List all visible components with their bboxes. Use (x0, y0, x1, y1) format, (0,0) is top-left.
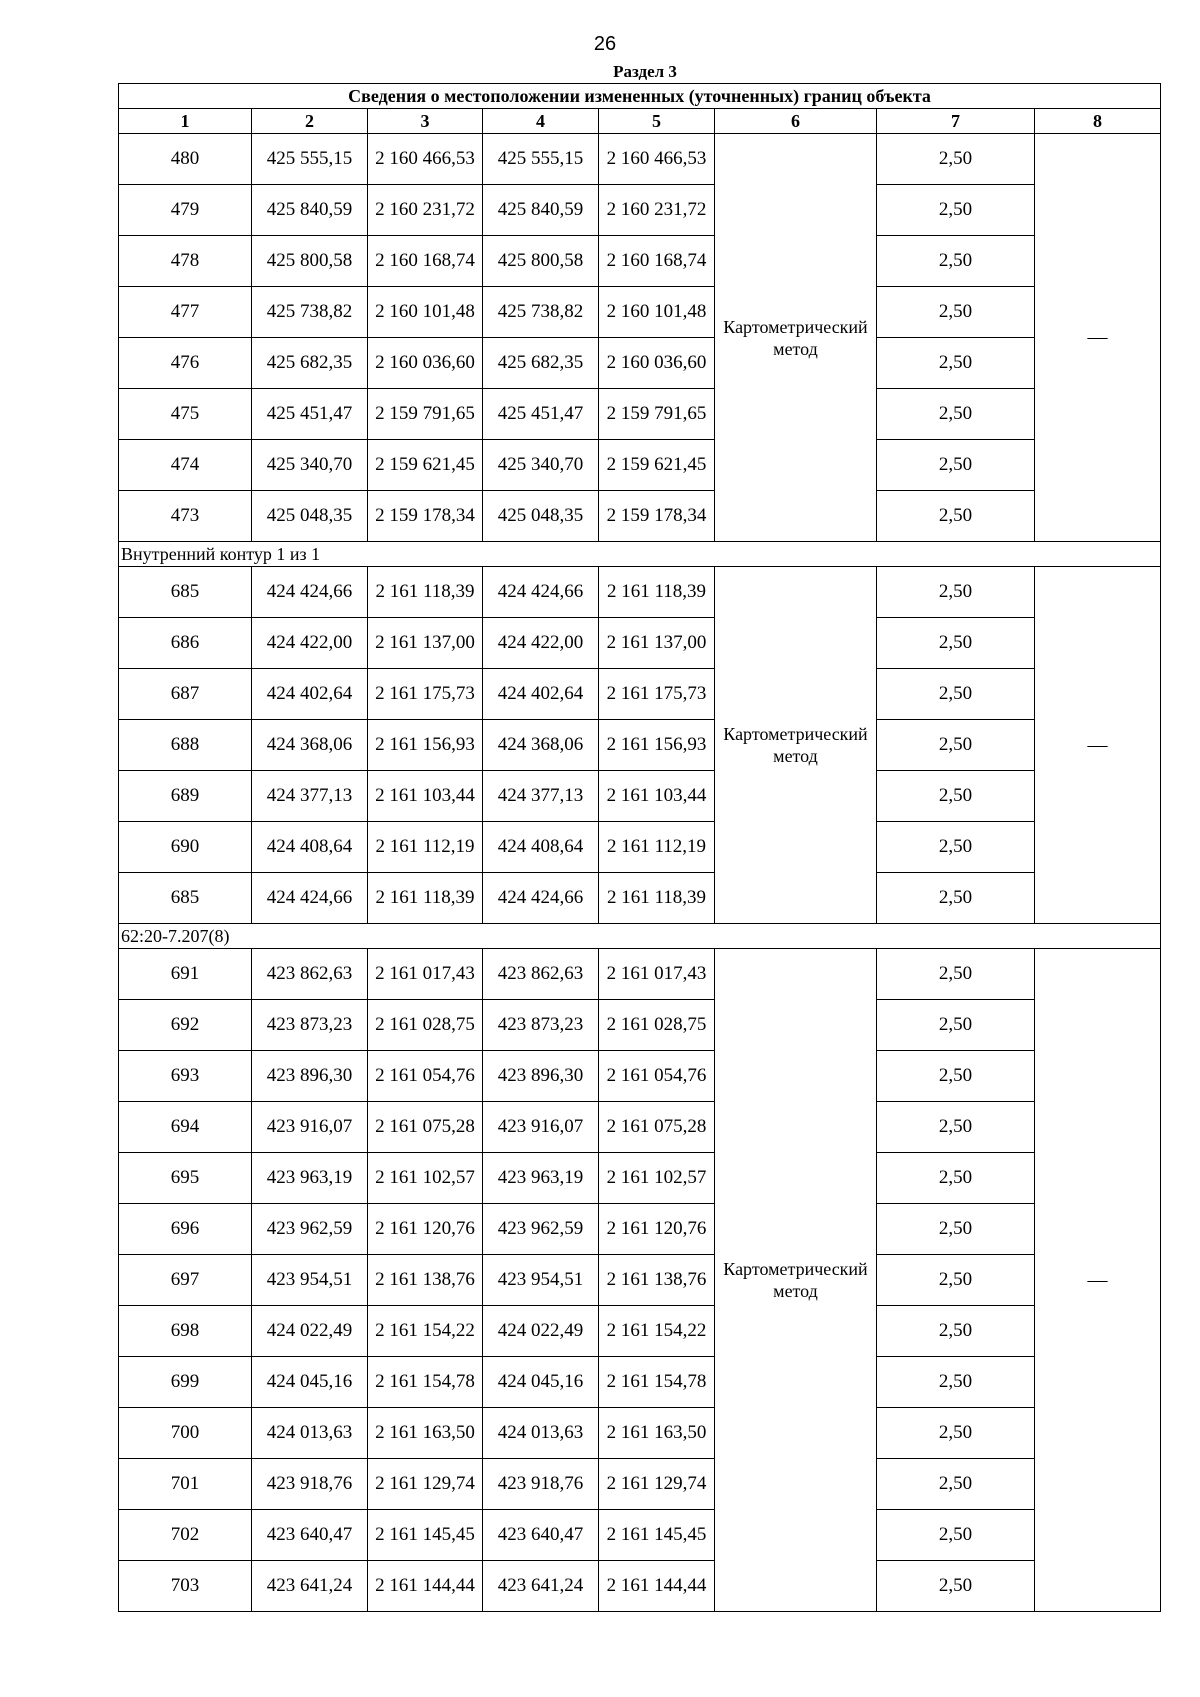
x-existing-cell: 424 022,49 (252, 1306, 368, 1357)
point-number-cell: 479 (119, 185, 252, 236)
column-header: 1 (119, 109, 252, 134)
y-existing-cell: 2 161 102,57 (368, 1153, 483, 1204)
accuracy-cell: 2,50 (877, 1102, 1035, 1153)
accuracy-cell: 2,50 (877, 134, 1035, 185)
table-row (119, 440, 1161, 491)
accuracy-cell: 2,50 (877, 236, 1035, 287)
table-row (119, 669, 1161, 720)
x-new-cell: 423 896,30 (483, 1051, 599, 1102)
x-existing-cell: 424 424,66 (252, 567, 368, 618)
accuracy-cell: 2,50 (877, 822, 1035, 873)
accuracy-cell: 2,50 (877, 949, 1035, 1000)
group-label-row (119, 542, 1161, 567)
x-new-cell: 423 640,47 (483, 1510, 599, 1561)
y-existing-cell: 2 160 168,74 (368, 236, 483, 287)
accuracy-cell: 2,50 (877, 1204, 1035, 1255)
y-new-cell: 2 159 178,34 (599, 491, 715, 542)
table-caption: Сведения о местоположении измененных (уточненных) границ объекта (119, 84, 1161, 109)
point-number-cell: 693 (119, 1051, 252, 1102)
y-new-cell: 2 161 163,50 (599, 1408, 715, 1459)
x-new-cell: 425 340,70 (483, 440, 599, 491)
table-row (119, 1459, 1161, 1510)
point-number-cell: 478 (119, 236, 252, 287)
y-existing-cell: 2 161 163,50 (368, 1408, 483, 1459)
accuracy-cell: 2,50 (877, 1153, 1035, 1204)
point-number-cell: 689 (119, 771, 252, 822)
x-new-cell: 424 402,64 (483, 669, 599, 720)
point-number-cell: 701 (119, 1459, 252, 1510)
y-existing-cell: 2 161 175,73 (368, 669, 483, 720)
column-header: 2 (252, 109, 368, 134)
point-number-cell: 690 (119, 822, 252, 873)
table-row (119, 822, 1161, 873)
table-row (119, 618, 1161, 669)
method-cell: Картометрический метод (715, 134, 877, 542)
x-existing-cell: 424 408,64 (252, 822, 368, 873)
accuracy-cell: 2,50 (877, 720, 1035, 771)
point-number-cell: 477 (119, 287, 252, 338)
x-existing-cell: 423 873,23 (252, 1000, 368, 1051)
y-new-cell: 2 161 145,45 (599, 1510, 715, 1561)
x-existing-cell: 423 963,19 (252, 1153, 368, 1204)
y-new-cell: 2 161 112,19 (599, 822, 715, 873)
y-existing-cell: 2 161 075,28 (368, 1102, 483, 1153)
point-number-cell: 685 (119, 567, 252, 618)
accuracy-cell: 2,50 (877, 338, 1035, 389)
table-row (119, 771, 1161, 822)
accuracy-cell: 2,50 (877, 1408, 1035, 1459)
x-new-cell: 425 738,82 (483, 287, 599, 338)
accuracy-cell: 2,50 (877, 185, 1035, 236)
accuracy-cell: 2,50 (877, 1306, 1035, 1357)
x-existing-cell: 424 013,63 (252, 1408, 368, 1459)
y-new-cell: 2 159 621,45 (599, 440, 715, 491)
table-row (119, 567, 1161, 618)
table-row (119, 185, 1161, 236)
x-existing-cell: 425 340,70 (252, 440, 368, 491)
y-existing-cell: 2 160 036,60 (368, 338, 483, 389)
y-new-cell: 2 161 102,57 (599, 1153, 715, 1204)
point-number-cell: 473 (119, 491, 252, 542)
y-existing-cell: 2 161 103,44 (368, 771, 483, 822)
x-existing-cell: 425 840,59 (252, 185, 368, 236)
accuracy-cell: 2,50 (877, 873, 1035, 924)
x-existing-cell: 425 048,35 (252, 491, 368, 542)
accuracy-cell: 2,50 (877, 1357, 1035, 1408)
x-new-cell: 423 862,63 (483, 949, 599, 1000)
table-row (119, 720, 1161, 771)
table-row (119, 1408, 1161, 1459)
accuracy-cell: 2,50 (877, 618, 1035, 669)
column-header: 5 (599, 109, 715, 134)
accuracy-cell: 2,50 (877, 1000, 1035, 1051)
y-existing-cell: 2 161 154,78 (368, 1357, 483, 1408)
point-number-cell: 695 (119, 1153, 252, 1204)
y-new-cell: 2 161 138,76 (599, 1255, 715, 1306)
point-number-cell: 688 (119, 720, 252, 771)
x-new-cell: 423 916,07 (483, 1102, 599, 1153)
y-existing-cell: 2 159 621,45 (368, 440, 483, 491)
y-existing-cell: 2 161 017,43 (368, 949, 483, 1000)
y-existing-cell: 2 161 112,19 (368, 822, 483, 873)
column-header: 3 (368, 109, 483, 134)
accuracy-cell: 2,50 (877, 491, 1035, 542)
table-row (119, 1306, 1161, 1357)
x-new-cell: 424 424,66 (483, 567, 599, 618)
y-existing-cell: 2 161 154,22 (368, 1306, 483, 1357)
x-existing-cell: 425 738,82 (252, 287, 368, 338)
y-new-cell: 2 161 054,76 (599, 1051, 715, 1102)
y-existing-cell: 2 161 120,76 (368, 1204, 483, 1255)
x-new-cell: 424 422,00 (483, 618, 599, 669)
table-row (119, 491, 1161, 542)
x-existing-cell: 423 918,76 (252, 1459, 368, 1510)
x-new-cell: 425 048,35 (483, 491, 599, 542)
point-number-cell: 691 (119, 949, 252, 1000)
accuracy-cell: 2,50 (877, 567, 1035, 618)
table-row (119, 236, 1161, 287)
section-title: Раздел 3 (613, 62, 677, 81)
y-new-cell: 2 161 154,22 (599, 1306, 715, 1357)
x-new-cell: 424 368,06 (483, 720, 599, 771)
note-cell: — (1035, 134, 1161, 542)
table-body (119, 134, 1161, 1612)
x-new-cell: 424 022,49 (483, 1306, 599, 1357)
point-number-cell: 685 (119, 873, 252, 924)
table-row (119, 1000, 1161, 1051)
y-new-cell: 2 161 017,43 (599, 949, 715, 1000)
x-existing-cell: 425 800,58 (252, 236, 368, 287)
y-new-cell: 2 161 118,39 (599, 567, 715, 618)
table-row (119, 1204, 1161, 1255)
column-header: 4 (483, 109, 599, 134)
point-number-cell: 699 (119, 1357, 252, 1408)
y-existing-cell: 2 160 231,72 (368, 185, 483, 236)
point-number-cell: 475 (119, 389, 252, 440)
y-existing-cell: 2 161 144,44 (368, 1561, 483, 1612)
x-new-cell: 425 555,15 (483, 134, 599, 185)
table-row (119, 338, 1161, 389)
coordinates-table (118, 83, 1161, 1612)
x-new-cell: 423 954,51 (483, 1255, 599, 1306)
y-new-cell: 2 160 466,53 (599, 134, 715, 185)
accuracy-cell: 2,50 (877, 771, 1035, 822)
x-new-cell: 425 840,59 (483, 185, 599, 236)
point-number-cell: 697 (119, 1255, 252, 1306)
y-new-cell: 2 161 144,44 (599, 1561, 715, 1612)
x-new-cell: 424 013,63 (483, 1408, 599, 1459)
table-row (119, 1255, 1161, 1306)
x-new-cell: 424 377,13 (483, 771, 599, 822)
y-existing-cell: 2 160 466,53 (368, 134, 483, 185)
accuracy-cell: 2,50 (877, 1459, 1035, 1510)
table-row (119, 1153, 1161, 1204)
column-header: 8 (1035, 109, 1161, 134)
x-existing-cell: 424 402,64 (252, 669, 368, 720)
x-existing-cell: 425 555,15 (252, 134, 368, 185)
y-new-cell: 2 161 118,39 (599, 873, 715, 924)
page-number: 26 (593, 33, 617, 55)
y-new-cell: 2 161 154,78 (599, 1357, 715, 1408)
x-new-cell: 423 962,59 (483, 1204, 599, 1255)
y-existing-cell: 2 159 178,34 (368, 491, 483, 542)
table-row (119, 1102, 1161, 1153)
x-new-cell: 424 045,16 (483, 1357, 599, 1408)
x-existing-cell: 424 424,66 (252, 873, 368, 924)
y-existing-cell: 2 161 028,75 (368, 1000, 483, 1051)
x-existing-cell: 423 954,51 (252, 1255, 368, 1306)
table-row (119, 1510, 1161, 1561)
accuracy-cell: 2,50 (877, 1510, 1035, 1561)
x-new-cell: 423 641,24 (483, 1561, 599, 1612)
point-number-cell: 694 (119, 1102, 252, 1153)
table-row (119, 134, 1161, 185)
x-existing-cell: 424 377,13 (252, 771, 368, 822)
y-existing-cell: 2 161 137,00 (368, 618, 483, 669)
y-existing-cell: 2 160 101,48 (368, 287, 483, 338)
column-header: 6 (715, 109, 877, 134)
x-new-cell: 425 451,47 (483, 389, 599, 440)
y-existing-cell: 2 161 145,45 (368, 1510, 483, 1561)
point-number-cell: 476 (119, 338, 252, 389)
x-existing-cell: 424 045,16 (252, 1357, 368, 1408)
point-number-cell: 692 (119, 1000, 252, 1051)
accuracy-cell: 2,50 (877, 1255, 1035, 1306)
accuracy-cell: 2,50 (877, 389, 1035, 440)
point-number-cell: 698 (119, 1306, 252, 1357)
table-row (119, 287, 1161, 338)
x-new-cell: 424 424,66 (483, 873, 599, 924)
table-row (119, 873, 1161, 924)
point-number-cell: 687 (119, 669, 252, 720)
y-existing-cell: 2 161 118,39 (368, 873, 483, 924)
accuracy-cell: 2,50 (877, 440, 1035, 491)
table-row (119, 389, 1161, 440)
table-row (119, 1561, 1161, 1612)
point-number-cell: 700 (119, 1408, 252, 1459)
accuracy-cell: 2,50 (877, 1051, 1035, 1102)
x-existing-cell: 423 640,47 (252, 1510, 368, 1561)
group-label: Внутренний контур 1 из 1 (119, 542, 1161, 567)
y-new-cell: 2 161 120,76 (599, 1204, 715, 1255)
y-new-cell: 2 161 156,93 (599, 720, 715, 771)
note-cell: — (1035, 949, 1161, 1612)
x-existing-cell: 423 896,30 (252, 1051, 368, 1102)
x-existing-cell: 425 451,47 (252, 389, 368, 440)
note-cell: — (1035, 567, 1161, 924)
x-existing-cell: 423 962,59 (252, 1204, 368, 1255)
x-new-cell: 425 682,35 (483, 338, 599, 389)
x-existing-cell: 424 422,00 (252, 618, 368, 669)
y-new-cell: 2 161 103,44 (599, 771, 715, 822)
group-label-row (119, 924, 1161, 949)
point-number-cell: 474 (119, 440, 252, 491)
y-existing-cell: 2 161 054,76 (368, 1051, 483, 1102)
accuracy-cell: 2,50 (877, 1561, 1035, 1612)
point-number-cell: 696 (119, 1204, 252, 1255)
point-number-cell: 480 (119, 134, 252, 185)
point-number-cell: 686 (119, 618, 252, 669)
y-existing-cell: 2 161 156,93 (368, 720, 483, 771)
x-existing-cell: 423 916,07 (252, 1102, 368, 1153)
y-new-cell: 2 160 168,74 (599, 236, 715, 287)
x-existing-cell: 423 641,24 (252, 1561, 368, 1612)
y-new-cell: 2 160 036,60 (599, 338, 715, 389)
accuracy-cell: 2,50 (877, 287, 1035, 338)
point-number-cell: 703 (119, 1561, 252, 1612)
y-new-cell: 2 161 028,75 (599, 1000, 715, 1051)
y-new-cell: 2 161 129,74 (599, 1459, 715, 1510)
accuracy-cell: 2,50 (877, 669, 1035, 720)
y-existing-cell: 2 161 129,74 (368, 1459, 483, 1510)
method-cell: Картометрический метод (715, 567, 877, 924)
column-header: 7 (877, 109, 1035, 134)
table-row (119, 1357, 1161, 1408)
table-row (119, 1051, 1161, 1102)
y-new-cell: 2 161 075,28 (599, 1102, 715, 1153)
y-existing-cell: 2 159 791,65 (368, 389, 483, 440)
x-existing-cell: 424 368,06 (252, 720, 368, 771)
x-new-cell: 423 963,19 (483, 1153, 599, 1204)
y-existing-cell: 2 161 138,76 (368, 1255, 483, 1306)
method-cell: Картометрический метод (715, 949, 877, 1612)
x-existing-cell: 425 682,35 (252, 338, 368, 389)
table-row (119, 949, 1161, 1000)
y-new-cell: 2 160 231,72 (599, 185, 715, 236)
point-number-cell: 702 (119, 1510, 252, 1561)
x-new-cell: 425 800,58 (483, 236, 599, 287)
y-new-cell: 2 160 101,48 (599, 287, 715, 338)
y-existing-cell: 2 161 118,39 (368, 567, 483, 618)
x-new-cell: 424 408,64 (483, 822, 599, 873)
y-new-cell: 2 161 137,00 (599, 618, 715, 669)
group-label: 62:20-7.207(8) (119, 924, 1161, 949)
x-new-cell: 423 873,23 (483, 1000, 599, 1051)
x-existing-cell: 423 862,63 (252, 949, 368, 1000)
x-new-cell: 423 918,76 (483, 1459, 599, 1510)
y-new-cell: 2 159 791,65 (599, 389, 715, 440)
y-new-cell: 2 161 175,73 (599, 669, 715, 720)
